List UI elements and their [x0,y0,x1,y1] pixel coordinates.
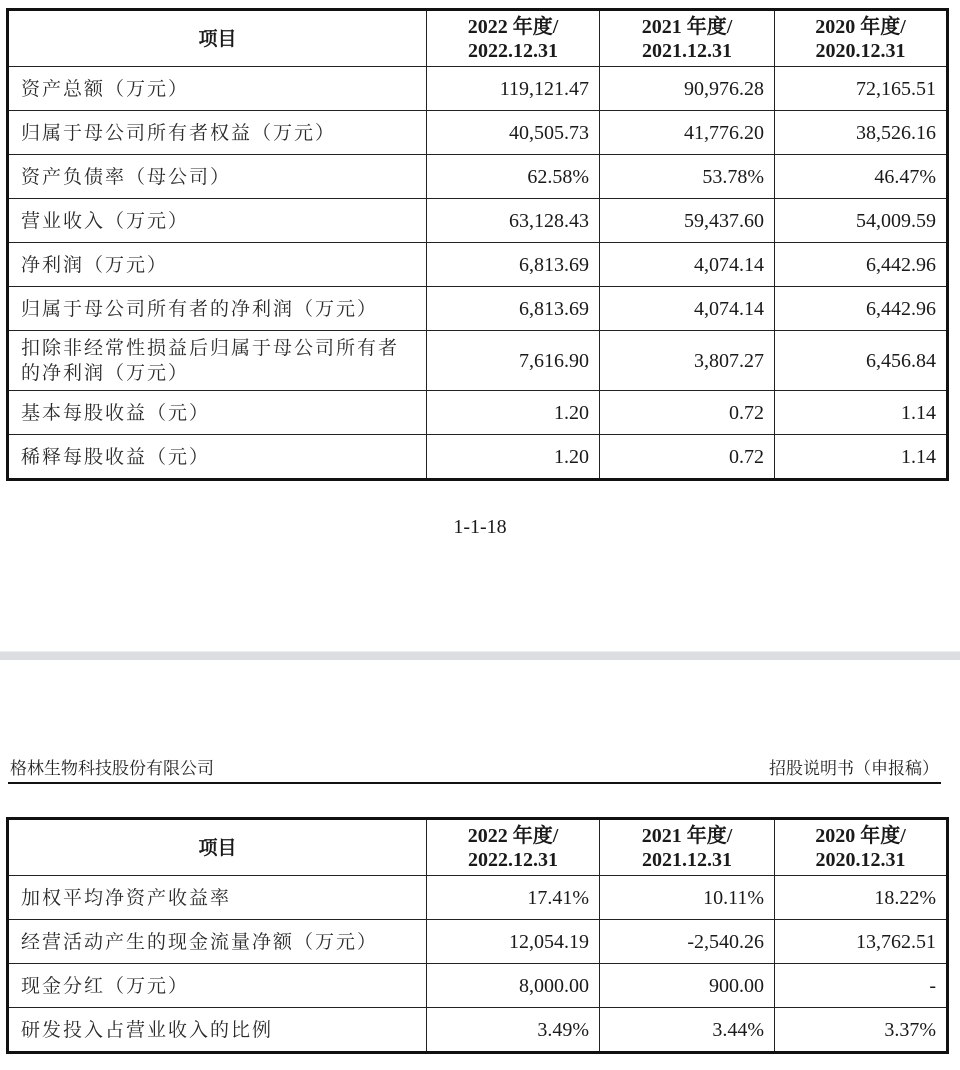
cell-2020: 18.22% [775,876,948,920]
cell-2021: 53.78% [600,155,775,199]
page-number: 1-1-18 [453,516,507,538]
row-label: 研发投入占营业收入的比例 [8,1008,427,1053]
cell-2021: 3,807.27 [600,331,775,391]
cell-2021: 4,074.14 [600,287,775,331]
cell-2020: 6,442.96 [775,287,948,331]
company-name: 格林生物科技股份有限公司 [10,759,214,779]
cell-2021: 900.00 [600,964,775,1008]
table-row [8,155,948,199]
table-row [8,111,948,155]
cell-2020: - [775,964,948,1008]
table-row [8,964,948,1008]
cell-2022: 63,128.43 [427,199,600,243]
cell-2021: 10.11% [600,876,775,920]
table-row [8,1008,948,1053]
row-label: 加权平均净资产收益率 [8,876,427,920]
cell-2022: 1.20 [427,391,600,435]
table-row [8,67,948,111]
cell-2020: 38,526.16 [775,111,948,155]
cell-2021: -2,540.26 [600,920,775,964]
cell-2021: 0.72 [600,435,775,480]
cell-2022: 12,054.19 [427,920,600,964]
table-header-row [8,819,948,876]
cell-2020: 3.37% [775,1008,948,1053]
column-header-2022 [427,10,600,67]
cell-2022: 62.58% [427,155,600,199]
cell-2020: 72,165.51 [775,67,948,111]
row-label: 资产总额（万元） [8,67,427,111]
table-row [8,331,948,391]
cell-2020: 46.47% [775,155,948,199]
header-line-2: 2020.12.31 [815,39,906,62]
cell-2020: 6,456.84 [775,331,948,391]
column-header-2021 [600,10,775,67]
header-line-2: 2022.12.31 [468,39,558,62]
table-row [8,391,948,435]
table-row [8,243,948,287]
row-label: 稀释每股收益（元） [8,435,427,480]
table-row [8,876,948,920]
column-header-item: 项目 [8,819,427,876]
header-line-2: 2022.12.31 [468,848,558,871]
column-header-2022 [427,819,600,876]
header-line-1: 2021 年度/ [641,15,733,38]
table-header-row [8,10,948,67]
header-line-1: 2020 年度/ [815,824,906,847]
cell-2022: 3.49% [427,1008,600,1053]
table-row [8,435,948,480]
cell-2020: 1.14 [775,391,948,435]
cell-2022: 7,616.90 [427,331,600,391]
cell-2022: 1.20 [427,435,600,480]
table-row [8,287,948,331]
row-label: 归属于母公司所有者权益（万元） [8,111,427,155]
document-type: 招股说明书（申报稿） [769,759,939,779]
column-header-2020 [775,10,948,67]
row-label: 基本每股收益（元） [8,391,427,435]
document-page-2 [0,660,960,1070]
cell-2021: 4,074.14 [600,243,775,287]
header-line-2: 2021.12.31 [642,848,732,871]
running-header [8,754,941,784]
financial-summary-table-1 [6,8,949,481]
cell-2021: 3.44% [600,1008,775,1053]
cell-2022: 6,813.69 [427,243,600,287]
cell-2022: 40,505.73 [427,111,600,155]
cell-2020: 1.14 [775,435,948,480]
cell-2021: 90,976.28 [600,67,775,111]
table-row [8,199,948,243]
cell-2021: 41,776.20 [600,111,775,155]
column-header-item: 项目 [8,10,427,67]
cell-2020: 54,009.59 [775,199,948,243]
row-label: 营业收入（万元） [8,199,427,243]
cell-2022: 6,813.69 [427,287,600,331]
cell-2021: 59,437.60 [600,199,775,243]
cell-2022: 17.41% [427,876,600,920]
table-row [8,920,948,964]
row-label: 现金分红（万元） [8,964,427,1008]
cell-2020: 6,442.96 [775,243,948,287]
cell-2021: 0.72 [600,391,775,435]
header-line-1: 2022 年度/ [467,15,559,38]
column-header-2020 [775,819,948,876]
cell-2022: 119,121.47 [427,67,600,111]
row-label: 净利润（万元） [8,243,427,287]
row-label: 扣除非经常性损益后归属于母公司所有者的净利润（万元） [8,331,427,391]
row-label: 归属于母公司所有者的净利润（万元） [8,287,427,331]
cell-2022: 8,000.00 [427,964,600,1008]
header-line-1: 2020 年度/ [815,15,906,38]
column-header-2021 [600,819,775,876]
header-line-2: 2021.12.31 [642,39,732,62]
header-line-1: 2022 年度/ [467,824,559,847]
header-line-2: 2020.12.31 [815,848,906,871]
cell-2020: 13,762.51 [775,920,948,964]
financial-summary-table-2 [6,817,949,1054]
row-label: 资产负债率（母公司） [8,155,427,199]
row-label: 经营活动产生的现金流量净额（万元） [8,920,427,964]
header-line-1: 2021 年度/ [641,824,733,847]
